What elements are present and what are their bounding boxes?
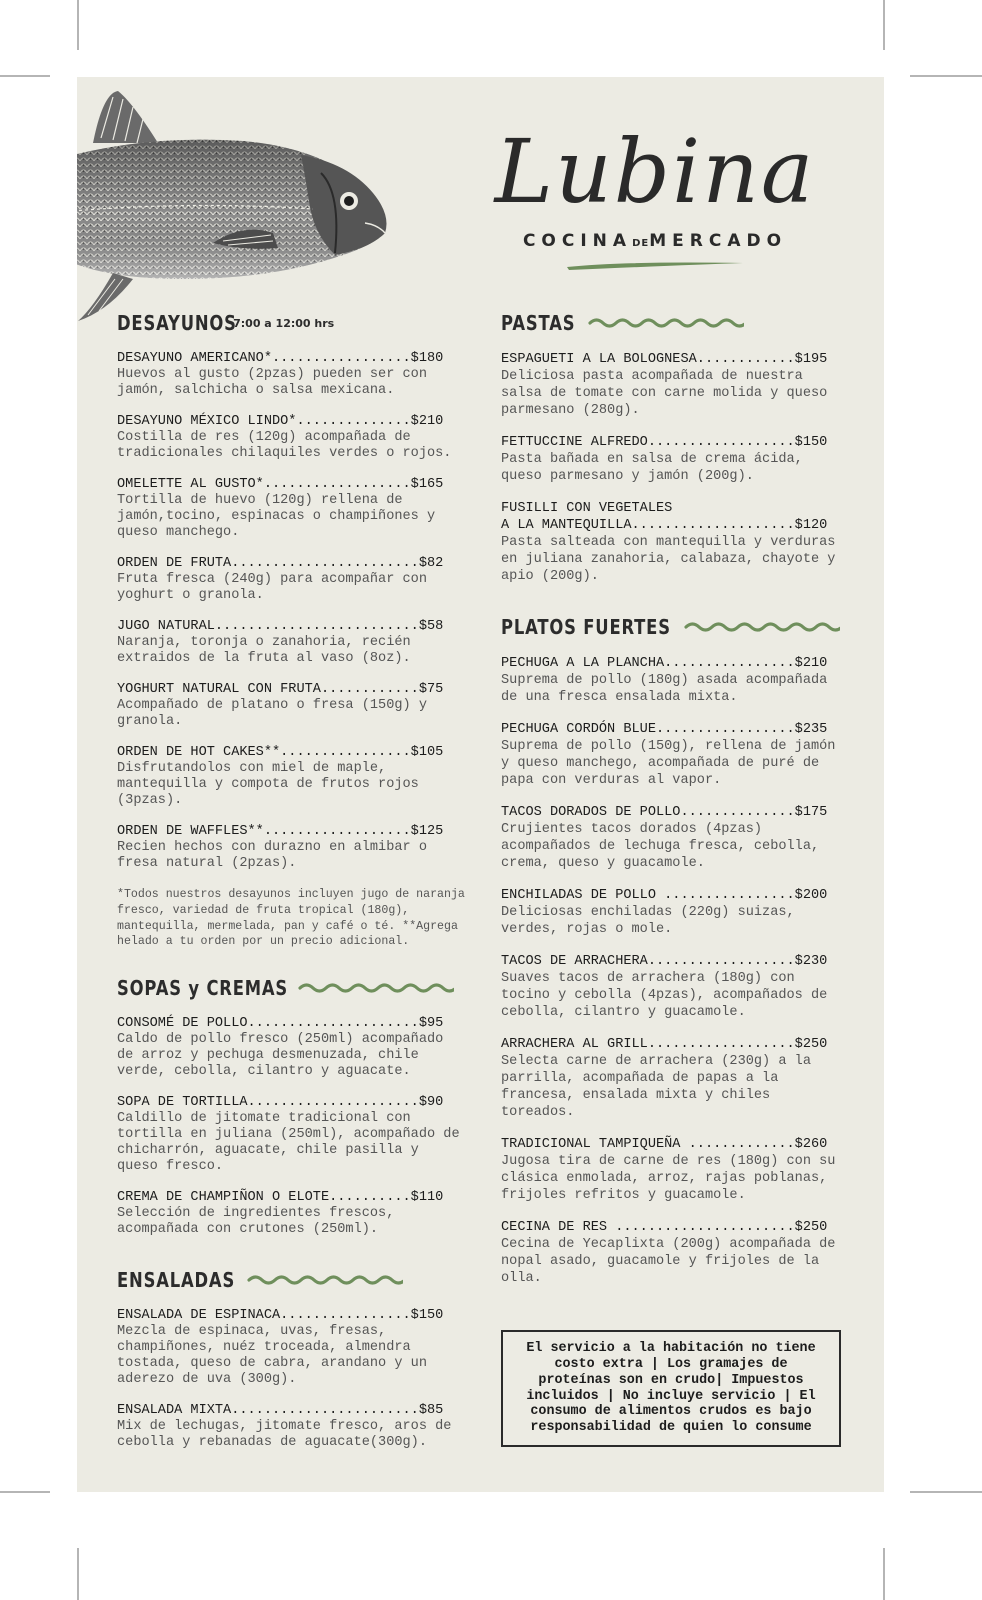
menu-item: ARRACHERA AL GRILL..................$250 Selecta carne de arrachera (230g) a la parrilla, acompañada de papas a la francesa, ensalada mixta y chiles toreados. <box>501 1037 828 1120</box>
menu-item: ORDEN DE WAFFLES**..................$125 Recien hechos con durazno en almibar o fresa natural (2pzas). <box>117 824 444 871</box>
wave-divider <box>247 1273 403 1287</box>
menu-item: FUSILLI CON VEGETALES A LA MANTEQUILLA....................$120 Pasta salteada con mantequilla y verduras en juliana zanahoria, calabaza, chayote y apio (200g). <box>501 501 836 584</box>
section-desayunos <box>117 309 467 950</box>
right-column <box>501 309 851 1311</box>
section-sopas <box>117 974 467 1238</box>
menu-item: DESAYUNO MÉXICO LINDO*..............$210 Costilla de res (120g) acompañada de tradicionales chilaquiles verdes o rojos. <box>117 414 452 461</box>
crop-mark <box>0 1491 50 1493</box>
section-title: DESAYUNOS 7:00 a 12:00 hrs <box>117 311 335 335</box>
menu-item: DESAYUNO AMERICANO*.................$180 Huevos al gusto (2pzas) pueden ser con jamón, salchicha o salsa mexicana. <box>117 351 444 398</box>
fish-illustration <box>77 83 393 323</box>
breakfast-hours: 7:00 a 12:00 hrs <box>233 316 335 330</box>
wave-divider <box>684 620 840 634</box>
menu-item: TRADICIONAL TAMPIQUEÑA .............$260 Jugosa tira de carne de res (180g) con su clásica enmolada, arroz, rajas poblanas, frijoles refritos y guacamole. <box>501 1137 836 1203</box>
crop-mark <box>910 75 982 77</box>
menu-item: YOGHURT NATURAL CON FRUTA............$75 Acompañado de platano o fresa (150g) y granola. <box>117 682 444 729</box>
section-platos-fuertes <box>501 613 851 1287</box>
wave-divider <box>298 981 454 995</box>
brand-logo <box>465 117 845 287</box>
menu-item: OMELETTE AL GUSTO*..................$165 Tortilla de huevo (120g) rellena de jamón,tocino, espinacas o champiñones y queso manchego. <box>117 477 444 540</box>
menu-item: ORDEN DE HOT CAKES**................$105 Disfrutandolos con miel de maple, mantequilla y compota de frutos rojos (3pzas). <box>117 745 444 808</box>
menu-item: ESPAGUETI A LA BOLOGNESA............$195 Deliciosa pasta acompañada de nuestra salsa de tomate con carne molida y queso parmesano (280g). <box>501 352 828 418</box>
menu-item: TACOS DE ARRACHERA..................$230 Suaves tacos de arrachera (180g) con tocino y cebolla (4pzas), acompañados de cebolla, cilantro y guacamole. <box>501 954 828 1020</box>
crop-mark <box>910 1491 982 1493</box>
menu-item: JUGO NATURAL.........................$58 Naranja, toronja o zanahoria, recién extraidos de la fruta al vaso (8oz). <box>117 619 444 666</box>
breakfast-note: *Todos nuestros desayunos incluyen jugo de naranja fresco, variedad de fruta tropical (180g), mantequilla, mermelada, pan y café o té. **Agrega helado a tu orden por un precio adicional. <box>117 888 465 949</box>
menu-item: CONSOMÉ DE POLLO.....................$95 Caldo de pollo fresco (250ml) acompañado de arroz y pechuga desmenuzada, chile verde, cebolla, cilantro y aguacate. <box>117 1016 444 1080</box>
crop-mark <box>883 1548 885 1600</box>
brand-name: Lubina <box>494 120 816 223</box>
crop-mark <box>77 1548 79 1600</box>
menu-item: PECHUGA CORDÓN BLUE.................$235 Suprema de pollo (150g), rellena de jamón y queso manchego, acompañada de puré de papa con verduras al vapor. <box>501 722 836 788</box>
wave-divider <box>588 316 744 330</box>
menu-item: CECINA DE RES ......................$250 Cecina de Yecaplixta (200g) acompañada de nopal asado, guacamole y frijoles de la olla. <box>501 1220 836 1286</box>
section-title: SOPAS y CREMAS <box>117 974 467 1002</box>
menu-item: SOPA DE TORTILLA.....................$90 Caldillo de jitomate tradicional con tortilla en juliana (250ml), acompañado de chicharrón, aguacate, chile pasilla y queso fresco. <box>117 1095 460 1175</box>
service-notice-box <box>501 1330 841 1447</box>
menu-item: CREMA DE CHAMPIÑON O ELOTE..........$110 Selección de ingredientes frescos, acompañada con crutones (250ml). <box>117 1190 444 1238</box>
menu-item: ENCHILADAS DE POLLO ................$200 Deliciosas enchiladas (220g) suizas, verdes, rojas o mole. <box>501 888 828 937</box>
section-title: PASTAS <box>501 309 851 337</box>
menu-item: FETTUCCINE ALFREDO..................$150 Pasta bañada en salsa de crema ácida, queso parmesano y jamón (200g). <box>501 435 828 484</box>
menu-item: ORDEN DE FRUTA.......................$82 Fruta fresca (240g) para acompañar con yoghurt o granola. <box>117 556 444 603</box>
crop-mark <box>883 0 885 50</box>
left-column <box>117 309 467 1475</box>
menu-item: ENSALADA MIXTA.......................$85 Mix de lechugas, jitomate fresco, aros de cebolla y rebanadas de aguacate(300g). <box>117 1403 452 1451</box>
brush-stroke-divider <box>565 259 745 271</box>
section-title: PLATOS FUERTES <box>501 613 851 641</box>
section-pastas <box>501 309 851 585</box>
menu-item: TACOS DORADOS DE POLLO..............$175 Crujientes tacos dorados (4pzas) acompañados de lechuga fresca, cebolla, crema, queso y guacamole. <box>501 805 828 871</box>
section-ensaladas <box>117 1266 467 1451</box>
crop-mark <box>0 75 50 77</box>
service-notice-text: El servicio a la habitación no tiene costo extra | Los gramajes de proteínas son en crudo| Impuestos incluidos | No incluye servicio | El consumo de alimentos crudos es bajo responsabilidad de quien lo consume <box>526 1341 816 1436</box>
menu-item: PECHUGA A LA PLANCHA................$210 Suprema de pollo (180g) asada acompañada de una fresca ensalada mixta. <box>501 656 828 705</box>
brand-subtitle: COCINADEMERCADO <box>522 231 788 251</box>
menu-sheet <box>77 77 884 1492</box>
crop-mark <box>77 0 79 50</box>
section-title: ENSALADAS <box>117 1266 467 1294</box>
menu-item: ENSALADA DE ESPINACA................$150 Mezcla de espinaca, uvas, fresas, champiñones, nuéz troceada, almendra tostada, queso de cabra, arandano y un aderezo de uva (300g). <box>117 1308 444 1388</box>
